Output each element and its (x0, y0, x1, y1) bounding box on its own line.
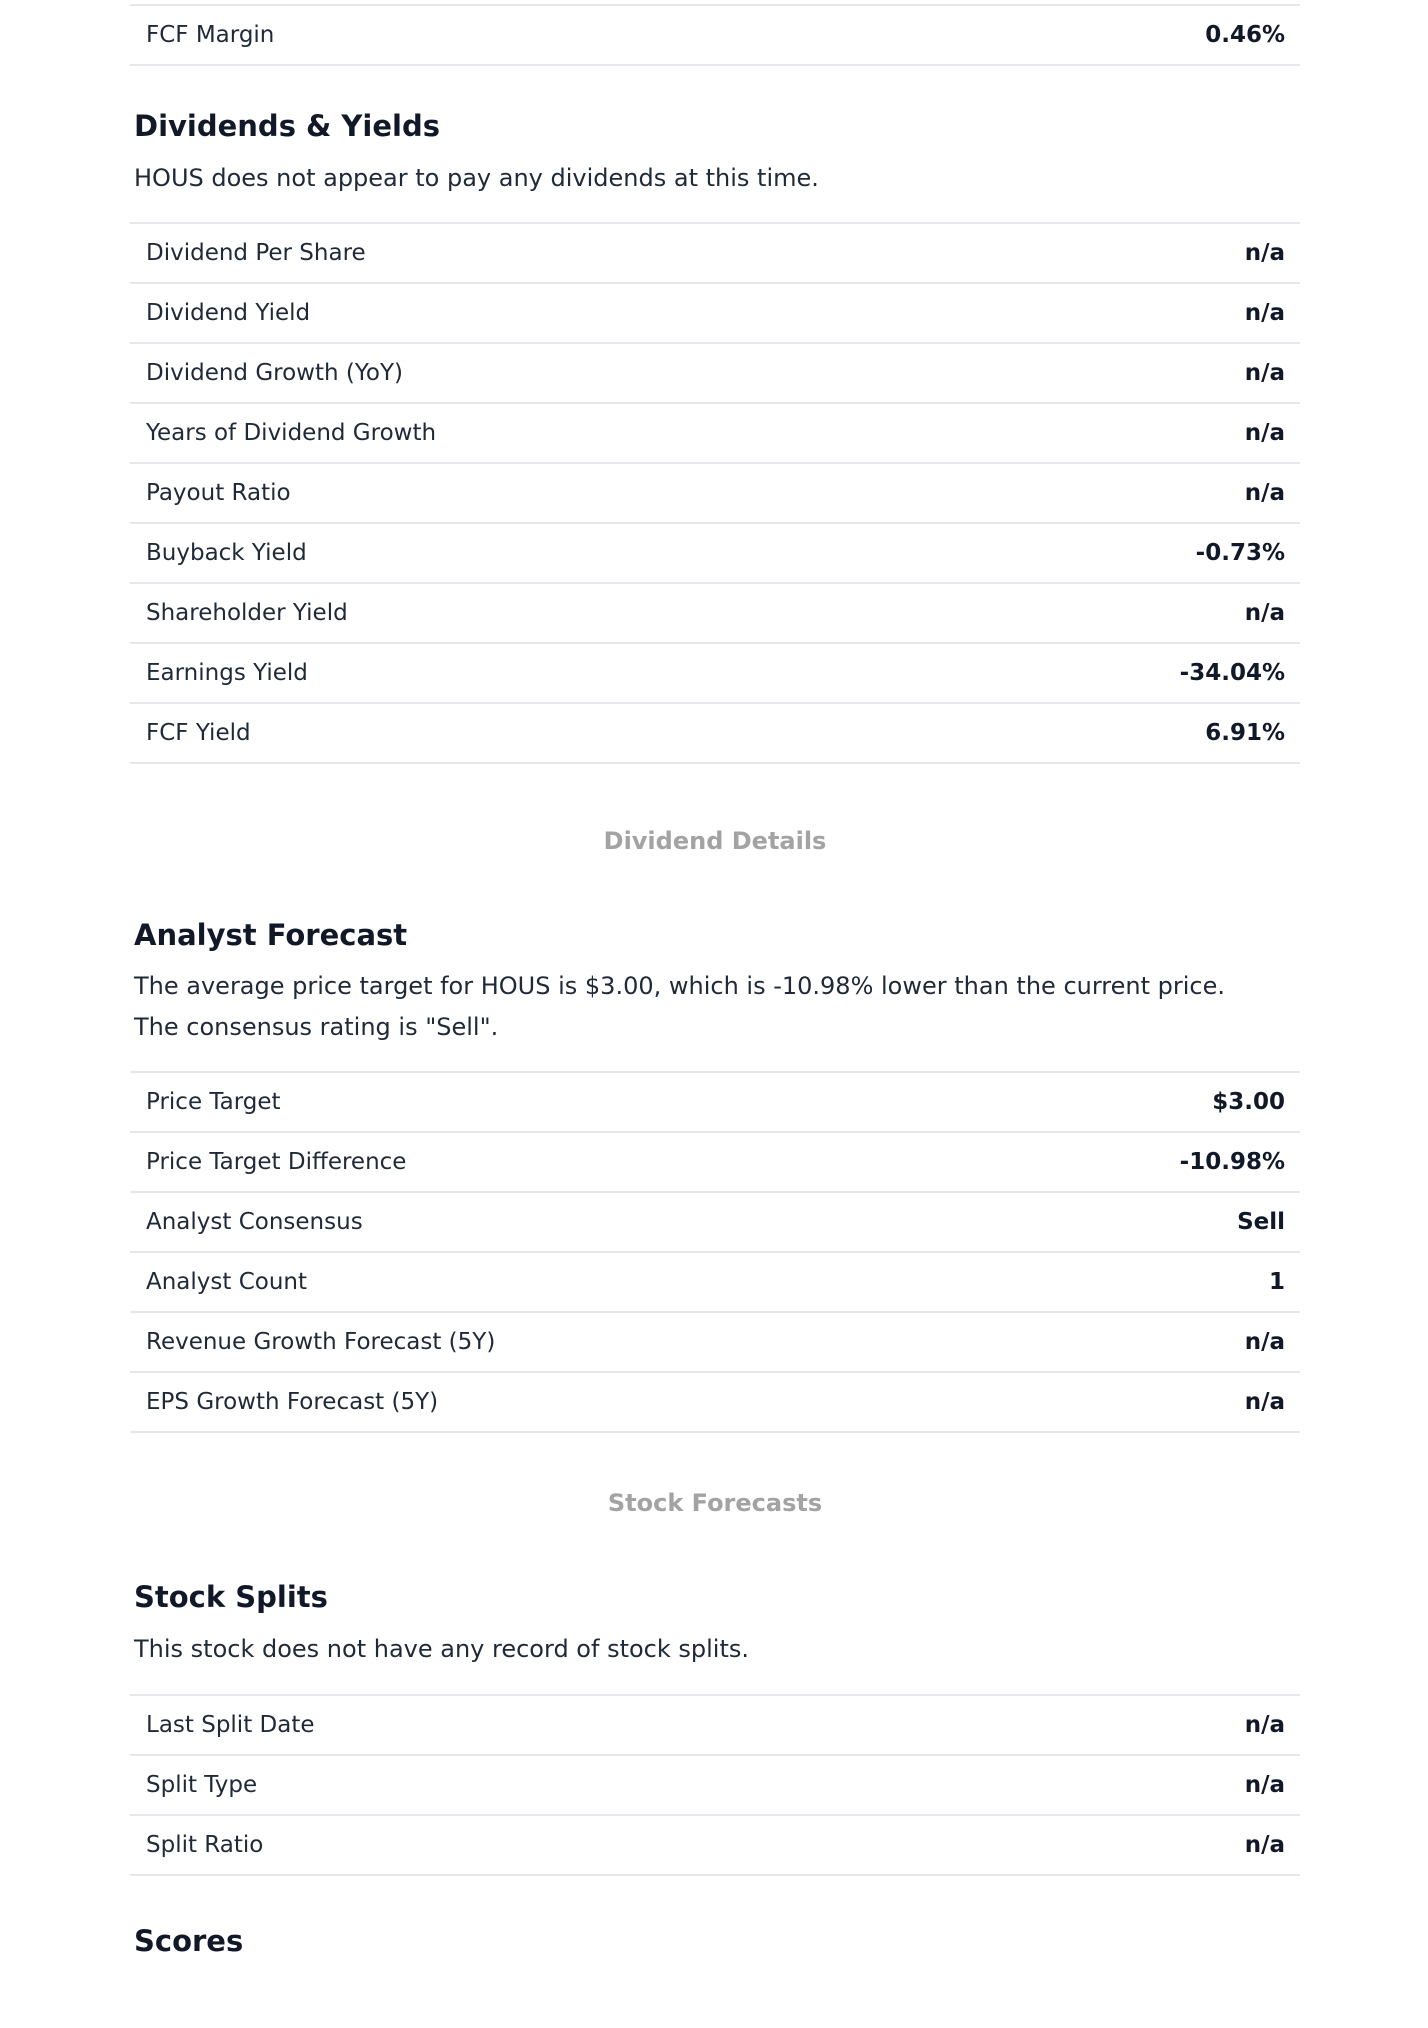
row-label: Buyback Yield (146, 540, 307, 566)
row-label: Last Split Date (146, 1712, 315, 1738)
row-value: -0.73% (1195, 540, 1285, 566)
row-value: -10.98% (1179, 1149, 1285, 1175)
row-value: -34.04% (1179, 660, 1285, 686)
table-row (130, 344, 1300, 404)
row-value: 6.91% (1205, 720, 1285, 746)
row-label: Earnings Yield (146, 660, 308, 686)
row-value: n/a (1244, 1329, 1285, 1355)
row-value: n/a (1244, 480, 1285, 506)
table-row (130, 1073, 1300, 1133)
table-row (130, 1373, 1300, 1433)
table-row (130, 1696, 1300, 1756)
row-label: Shareholder Yield (146, 600, 348, 626)
row-value: n/a (1244, 600, 1285, 626)
section-title-scores: Scores (134, 1924, 244, 1958)
financial-efficiency-table (130, 4, 1300, 66)
row-label: Years of Dividend Growth (146, 420, 437, 446)
row-value: n/a (1244, 420, 1285, 446)
table-row (130, 1193, 1300, 1253)
table-row (130, 224, 1300, 284)
table-row (130, 644, 1300, 704)
section-title-stock-splits: Stock Splits (134, 1580, 328, 1614)
table-row (130, 524, 1300, 584)
row-value: n/a (1244, 1712, 1285, 1738)
analyst-forecast-table (130, 1071, 1300, 1433)
row-label: Price Target Difference (146, 1149, 407, 1175)
table-row (130, 1253, 1300, 1313)
table-row (130, 6, 1300, 66)
row-label: Revenue Growth Forecast (5Y) (146, 1329, 496, 1355)
row-label: FCF Yield (146, 720, 251, 746)
table-row (130, 1816, 1300, 1876)
row-value: $3.00 (1212, 1089, 1285, 1115)
dividend-details-link[interactable]: Dividend Details (603, 827, 827, 855)
row-value: n/a (1244, 1832, 1285, 1858)
analyst-description: The average price target for HOUS is $3.00, which is -10.98% lower than the current price. The consensus rating is "Sell". (134, 972, 1226, 1041)
table-row (130, 704, 1300, 764)
section-title-dividends: Dividends & Yields (134, 109, 441, 143)
table-row (130, 1756, 1300, 1816)
row-value: 0.46% (1205, 22, 1285, 48)
row-value: n/a (1244, 240, 1285, 266)
table-row (130, 404, 1300, 464)
stock-splits-table (130, 1694, 1300, 1876)
row-label: EPS Growth Forecast (5Y) (146, 1389, 439, 1415)
row-label: Split Type (146, 1772, 258, 1798)
row-label: Split Ratio (146, 1832, 264, 1858)
table-row (130, 284, 1300, 344)
row-value: n/a (1244, 300, 1285, 326)
row-value: Sell (1237, 1209, 1285, 1235)
dividends-table (130, 222, 1300, 764)
row-value: n/a (1244, 360, 1285, 386)
row-label: Dividend Yield (146, 300, 311, 326)
stock-forecasts-link[interactable]: Stock Forecasts (607, 1489, 823, 1517)
row-label: Payout Ratio (146, 480, 291, 506)
table-row (130, 1133, 1300, 1193)
row-label: Dividend Growth (YoY) (146, 360, 403, 386)
row-label: Price Target (146, 1089, 281, 1115)
table-row (130, 1313, 1300, 1373)
row-label: Analyst Consensus (146, 1209, 363, 1235)
row-label: FCF Margin (146, 22, 275, 48)
row-label: Dividend Per Share (146, 240, 366, 266)
row-label: Analyst Count (146, 1269, 308, 1295)
section-title-analyst-forecast: Analyst Forecast (134, 918, 408, 952)
row-value: n/a (1244, 1772, 1285, 1798)
table-row (130, 584, 1300, 644)
row-value: 1 (1268, 1269, 1285, 1295)
splits-description: This stock does not have any record of stock splits. (134, 1635, 749, 1663)
table-row (130, 464, 1300, 524)
dividends-description: HOUS does not appear to pay any dividends at this time. (134, 164, 819, 192)
row-value: n/a (1244, 1389, 1285, 1415)
